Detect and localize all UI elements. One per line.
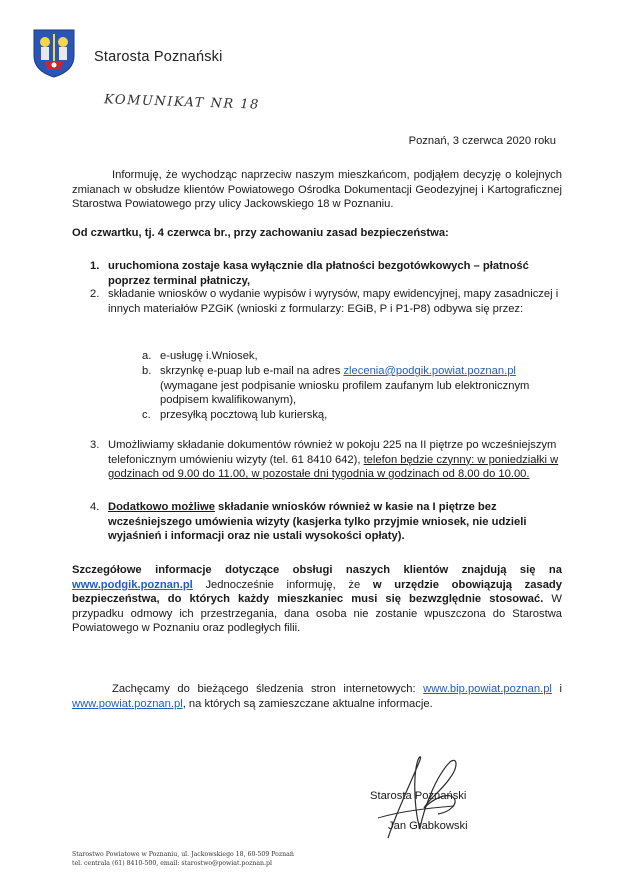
sub-letter: a. [142,350,152,362]
sub-text: przesyłką pocztową lub kurierską, [160,409,328,421]
date-line: Poznań, 3 czerwca 2020 roku [408,135,556,147]
list-item [90,500,562,544]
email-link[interactable]: zlecenia@podgik.powiat.poznan.pl [343,365,516,377]
sub-letter: b. [142,365,152,377]
list-number: 4. [90,501,100,513]
footer-address: Starostwo Powiatowe w Poznaniu, ul. Jackowskiego 18, 60-509 Poznań [72,851,294,858]
closing-text: Zachęcamy do bieżącego śledzenia stron internetowych: [112,683,424,695]
list-number: 3. [90,439,100,451]
closing-mid: i [551,683,562,695]
list-item [90,259,562,288]
handwritten-note: KOMUNIKAT NR 18 [103,92,261,113]
details-bold-1: Szczegółowe informacje dotyczące obsługi naszych klientów znajdują się na [72,564,562,576]
powiat-link[interactable]: www.powiat.poznan.pl [72,697,183,710]
list-number: 1. [90,260,100,272]
sub-list-item [142,364,560,408]
sub-list-item [142,408,560,423]
sub-text: e-usługę i.Wniosek, [160,350,258,362]
sub-text-continued: (wymagane jest podpisanie wniosku profilem zaufanym lub elektronicznym podpisem kwalifikowanym), [160,379,530,407]
sub-letter: c. [142,409,151,421]
list-text: uruchomiona zostaje kasa wyłącznie dla płatności bezgotówkowych – płatność poprzez terminal płatniczy, [108,260,529,287]
list-text: składanie wniosków o wydanie wypisów i wyrysów, mapy ewidencyjnej, mapy zasadniczej i innych materiałów PZGiK (wnioski z formularzy: EGiB, P i P1-P8) odbywa się przez: [108,288,559,315]
podgik-link[interactable]: www.podgik.poznan.pl [72,578,193,591]
intro-paragraph: Informuję, że wychodząc naprzeciw naszym mieszkańcom, podjąłem decyzję o kolejnych zmianach w obsłudze klientów Powiatowego Ośrodka Dokumentacji Geodezyjnej i Kartograficznej Starostwa Powiatowego przy ulicy Jackowskiego 18 w Poznaniu. [72,169,562,211]
closing-after: , na których są zamieszczane aktualne informacje. [182,697,433,710]
sub-list-item [142,349,560,364]
details-paragraph [72,563,562,636]
office-name: Starosta Poznański [94,49,223,65]
footer [72,851,294,868]
bip-link[interactable]: www.bip.powiat.poznan.pl [423,683,552,695]
list-item [90,287,562,316]
lead-line: Od czwartku, tj. 4 czerwca br., przy zachowaniu zasad bezpieczeństwa: [72,227,449,239]
list-emphasis: Dodatkowo możliwe [108,501,215,513]
coat-of-arms-icon [32,28,76,78]
sub-text: skrzynkę e-puap lub e-mail na adres [160,365,344,377]
list-number: 2. [90,288,100,300]
details-rest: W przypadku odmowy ich przestrzegania, dana osoba nie zostanie wpuszczona do Starostwa Powiatowego w Poznaniu oraz podległych filii. [72,593,562,635]
details-mid: Jednocześnie informuję, że [192,578,373,591]
details-bold-2: w urzędzie obowiązują zasady bezpieczeństwa, do których każdy mieszkaniec musi się bezwzględnie stosować. [72,578,562,606]
list-text: składanie wniosków również w kasie na I piętrze bez wcześniejszego umówienia wizyty (kasjerka tylko przyjmie wniosek, nie udzieli wyjaśnień i informacji oraz nie ustali wysokości opłaty). [108,501,527,543]
phone-hours-text: telefon będzie czynny: w poniedziałki w godzinach od 9.00 do 11.00, w pozostałe dni tygodnia w godzinach od 8.00 do 10.00. [108,453,559,481]
closing-paragraph [72,682,562,711]
list-item [90,438,562,482]
footer-contact: tel. centrala (61) 8410-500, email: starostwo@powiat.poznan.pl [72,859,272,867]
list-text: Umożliwiamy składanie dokumentów również w pokoju 225 na II piętrze po wcześniejszym telefonicznym umówieniu wizyty (tel. 61 8410 642), [108,439,557,466]
signer-title: Starosta Poznański [370,790,467,802]
signer-name: Jan Grabkowski [388,820,468,832]
